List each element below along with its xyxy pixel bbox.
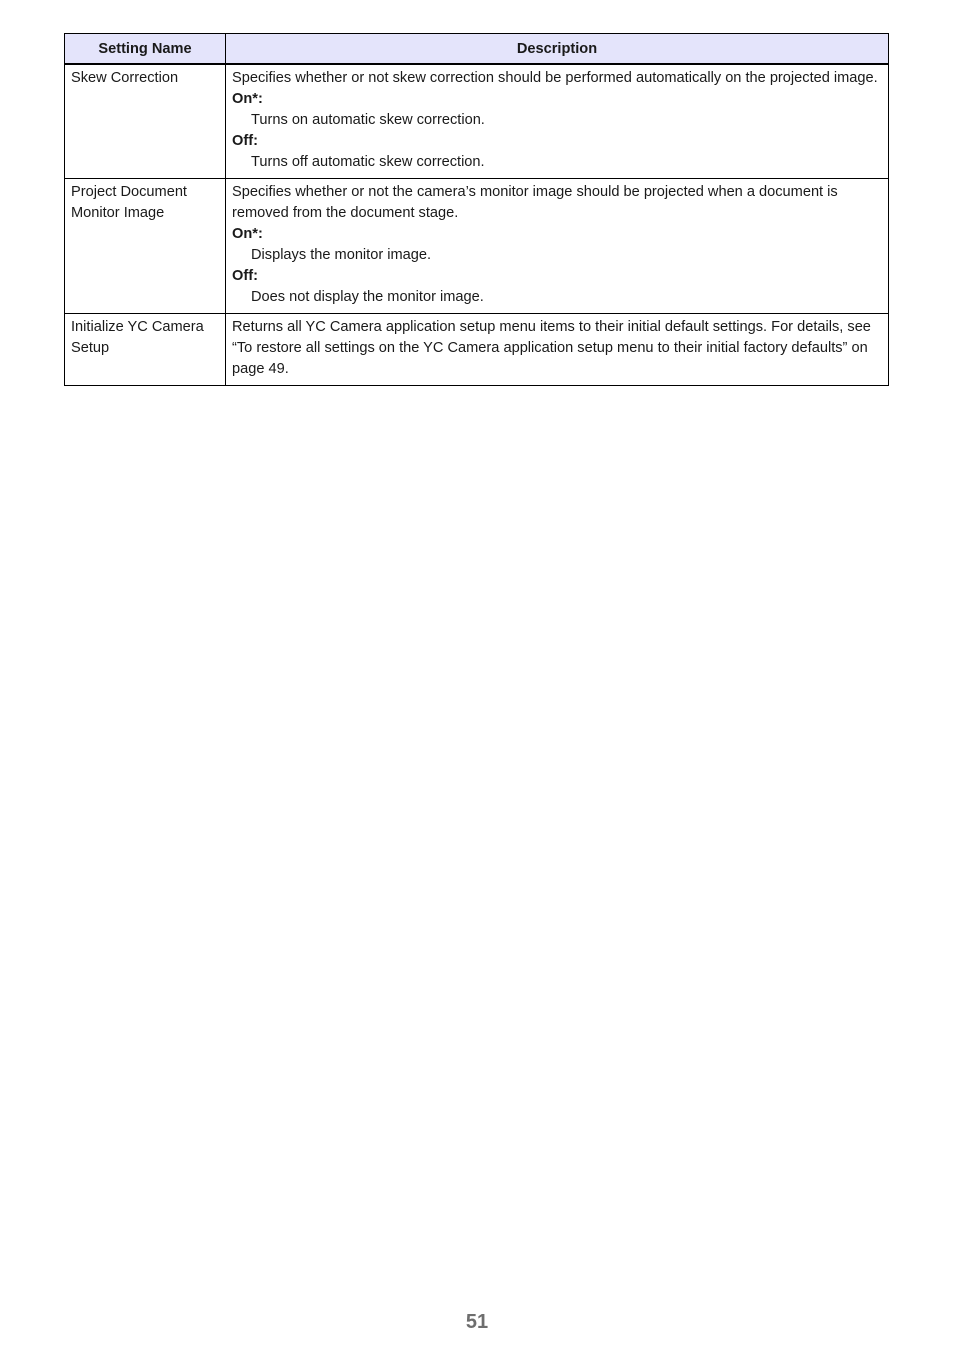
description-text: Specifies whether or not the camera’s monitor image should be projected when a document is removed from the document stage. — [232, 184, 838, 221]
settings-table — [64, 33, 889, 386]
setting-name-cell: Initialize YC Camera Setup — [65, 314, 226, 386]
description-cell — [226, 314, 889, 386]
option-description: Does not display the monitor image. — [251, 289, 484, 305]
description-cell — [226, 179, 889, 314]
table-row — [65, 179, 889, 314]
option-description: Turns on automatic skew correction. — [251, 112, 485, 128]
table-row — [65, 314, 889, 386]
description-text: Returns all YC Camera application setup menu items to their initial default settings. For details, see “To restore all settings on the YC Camera application setup menu to their initial factory defaults” on page 49. — [232, 319, 871, 377]
option-description: Displays the monitor image. — [251, 247, 432, 263]
option-label: On*: — [232, 226, 263, 242]
description-text: Specifies whether or not skew correction should be performed automatically on the projected image. — [232, 70, 878, 86]
option-label: Off: — [232, 268, 258, 284]
page-number: 51 — [465, 1311, 489, 1333]
header-description: Description — [226, 34, 889, 65]
table-row — [65, 64, 889, 179]
table-header-row — [65, 34, 889, 65]
header-setting-name: Setting Name — [65, 34, 226, 65]
setting-name-cell: Project Document Monitor Image — [65, 179, 226, 314]
description-cell — [226, 64, 889, 179]
option-label: Off: — [232, 133, 258, 149]
option-label: On*: — [232, 91, 263, 107]
option-description: Turns off automatic skew correction. — [251, 154, 485, 170]
setting-name-cell: Skew Correction — [65, 64, 226, 179]
